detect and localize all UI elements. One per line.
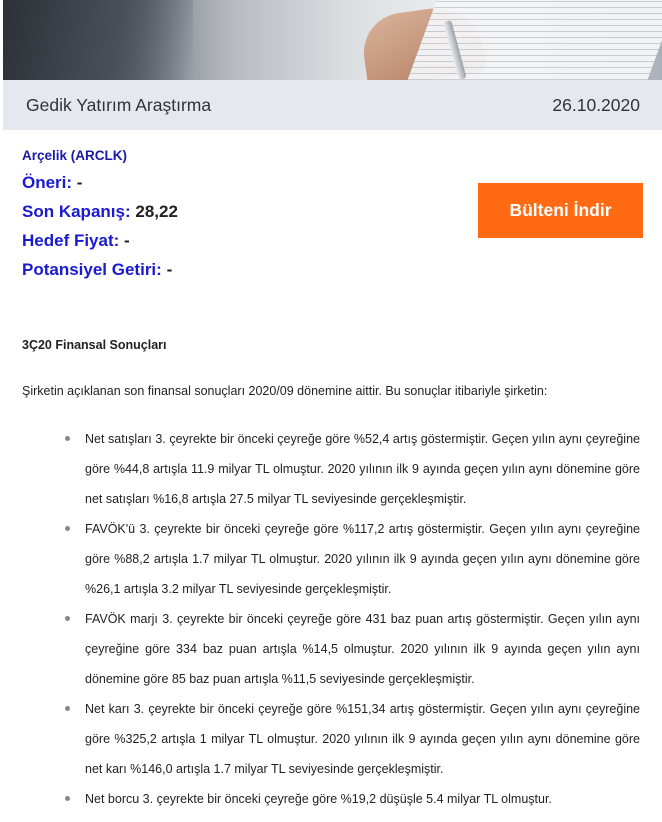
bullet-icon (65, 796, 70, 801)
bullet-icon (65, 706, 70, 711)
hero-suit-shape (3, 0, 193, 80)
header-title: Gedik Yatırım Araştırma (26, 95, 212, 115)
list-item (22, 514, 640, 604)
bullet-icon (65, 526, 70, 531)
list-item-text: Net karı 3. çeyrekte bir önceki çeyreğe göre %151,34 artış göstermiştir. Geçen yılın aynı çeyreğine göre %325,2 artışla 1 milyar TL olmuştur. 2020 yılının ilk 9 ayında geçen yılın aynı dönemine göre net karı %146,0 artışla 1.7 milyar TL seviyesinde gerçekleşmiştir. (85, 702, 640, 776)
last-close-row (22, 202, 178, 222)
bullet-icon (65, 616, 70, 621)
list-item-text: FAVÖK marjı 3. çeyrekte bir önceki çeyreğe göre 431 baz puan artış göstermiştir. Geçen yılın aynı çeyreğine göre 334 baz puan artışla %14,5 olmuştur. 2020 yılının ilk 9 ayında geçen yılın aynı dönemine göre 85 baz puan artışla %11,5 seviyesinde gerçekleşmiştir. (85, 612, 640, 686)
list-item-text: Net satışları 3. çeyrekte bir önceki çeyreğe göre %52,4 artış göstermiştir. Geçen yılın aynı çeyreğine göre %44,8 artışla 11.9 milyar TL olmuştur. 2020 yılının ilk 9 ayında geçen yılın aynı dönemine göre net satışları %16,8 artışla 27.5 milyar TL seviyesinde gerçekleşmiştir. (85, 432, 640, 506)
hero-newspaper-shape (406, 0, 662, 80)
target-price-value: - (124, 231, 130, 250)
list-item-text: FAVÖK'ü 3. çeyrekte bir önceki çeyreğe göre %117,2 artış göstermiştir. Geçen yılın aynı çeyreğine göre %88,2 artışla 1.7 milyar TL olmuştur. 2020 yılının ilk 9 ayında geçen yılın aynı dönemine göre %26,1 artışla 3.2 milyar TL seviyesinde gerçekleşmiştir. (85, 522, 640, 596)
list-item (22, 604, 640, 694)
recommendation-value: - (76, 173, 83, 192)
potential-return-label: Potansiyel Getiri: (22, 260, 162, 279)
potential-return-value: - (166, 260, 173, 279)
list-item (22, 694, 640, 784)
last-close-value: 28,22 (135, 202, 178, 221)
header-date: 26.10.2020 (552, 95, 640, 115)
potential-return-row (22, 260, 172, 280)
intro-text: Şirketin açıklanan son finansal sonuçları 2020/09 dönemine aittir. Bu sonuçlar itibariyle şirketin: (22, 384, 548, 398)
target-price-label: Hedef Fiyat: (22, 231, 120, 250)
header-bar (3, 80, 662, 130)
download-bulletin-button[interactable]: Bülteni İndir (478, 183, 643, 238)
target-price-row (22, 231, 130, 251)
stock-name: Arçelik (ARCLK) (22, 148, 128, 163)
recommendation-row (22, 173, 82, 193)
bullet-icon (65, 436, 70, 441)
list-item (22, 784, 640, 814)
results-list (22, 424, 640, 814)
section-title: 3Ç20 Finansal Sonuçları (22, 338, 167, 352)
last-close-label: Son Kapanış: (22, 202, 131, 221)
list-item-text: Net borcu 3. çeyrekte bir önceki çeyreğe göre %19,2 düşüşle 5.4 milyar TL olmuştur. (85, 792, 552, 806)
recommendation-label: Öneri: (22, 173, 73, 192)
hero-banner-image (3, 0, 662, 80)
list-item (22, 424, 640, 514)
